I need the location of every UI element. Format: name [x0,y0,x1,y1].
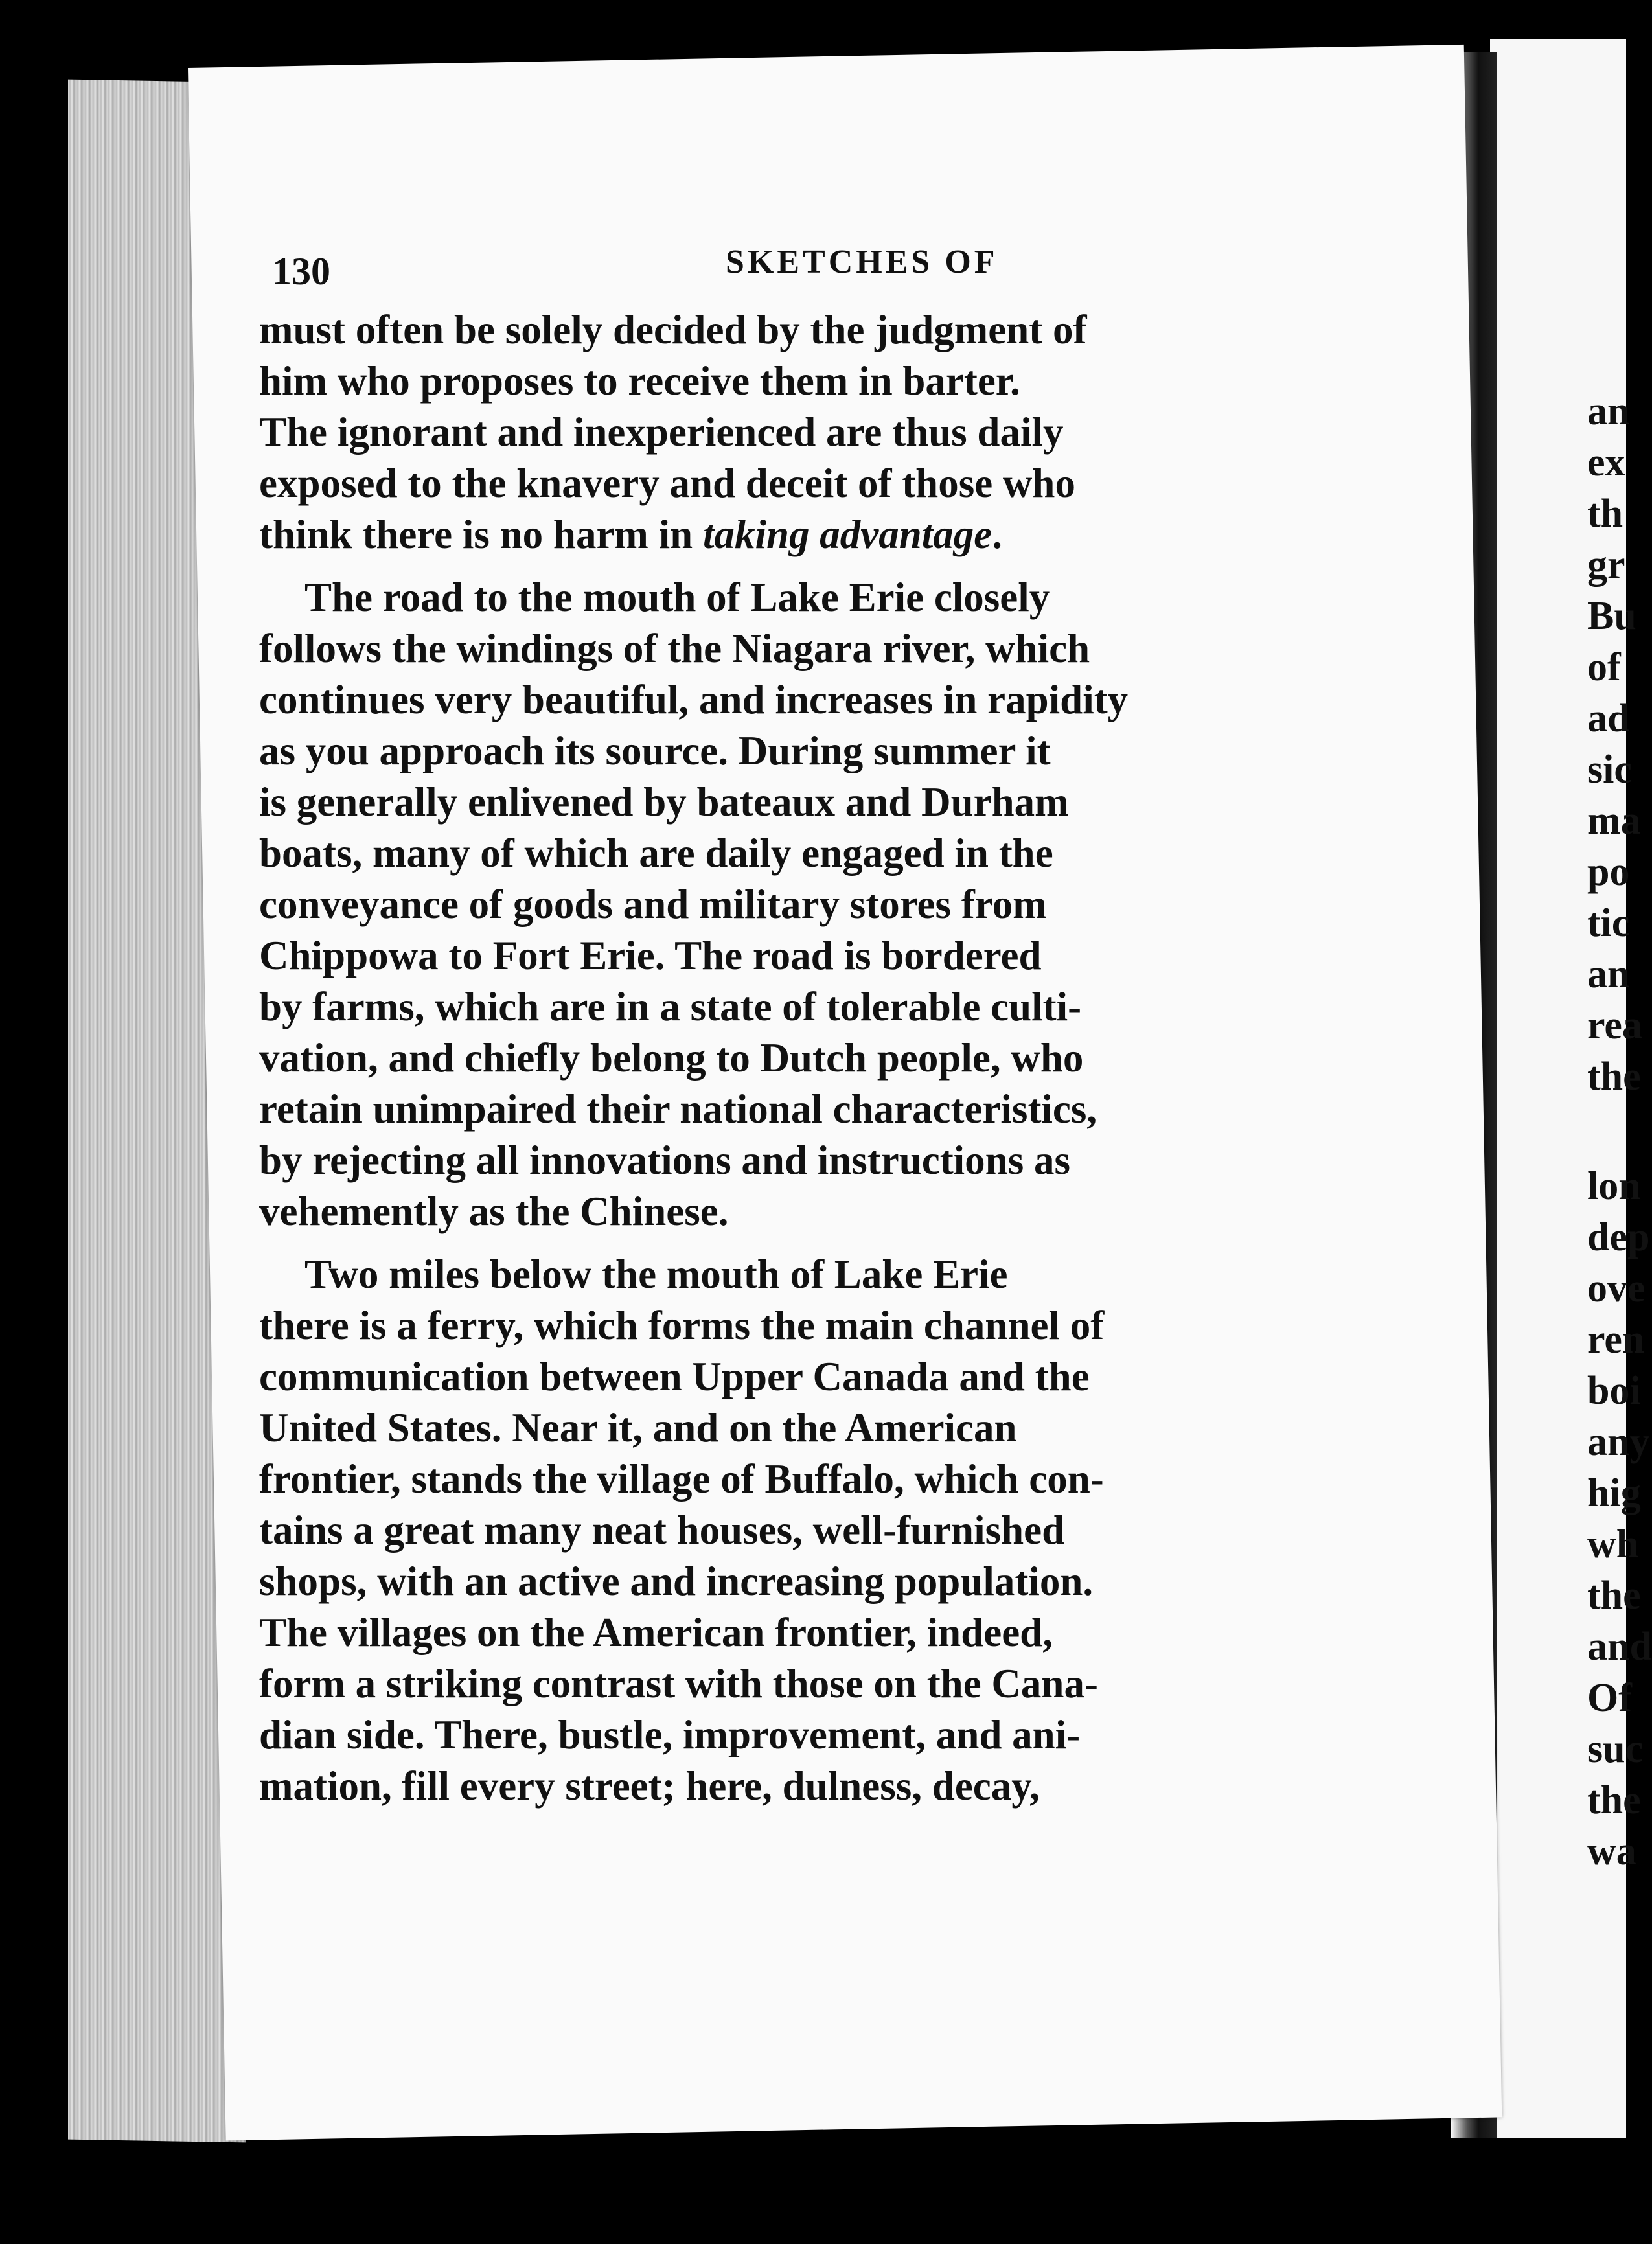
text-line: by rejecting all innovations and instructions as [259,1138,1071,1183]
running-title: SKETCHES OF [726,244,998,280]
text-line: Chippowa to Fort Erie. The road is bordered [259,933,1042,978]
facing-page-fragment: tic [1587,901,1630,945]
body-text [259,304,1166,1812]
text-line: form a striking contrast with those on the Cana- [259,1661,1098,1706]
text-line: retain unimpaired their national characteristics, [259,1086,1097,1132]
paragraph-1 [259,304,1166,560]
facing-page-fragment: the [1587,1055,1641,1099]
facing-page-fragment: dep [1587,1215,1650,1259]
facing-page-fragment: ma [1587,799,1641,843]
text-line: exposed to the knavery and deceit of those who [259,461,1075,506]
text-line: vehemently as the Chinese. [259,1189,729,1234]
text-line: there is a ferry, which forms the main channel of [259,1303,1105,1348]
text-line: communication between Upper Canada and the [259,1354,1090,1399]
facing-page-fragment: wa [1587,1829,1636,1873]
page-number: 130 [272,250,330,293]
text-line: conveyance of goods and military stores from [259,882,1047,927]
text-line: Two miles below the mouth of Lake Erie [304,1252,1008,1297]
facing-page-fragment: any [1587,1420,1650,1464]
facing-page-fragment: of [1587,645,1621,689]
text-line: mation, fill every street; here, dulness, decay, [259,1763,1040,1809]
facing-page-fragment: gr [1587,543,1625,587]
text-line: by farms, which are in a state of tolerable culti- [259,984,1082,1029]
paragraph-2 [259,572,1166,1237]
facing-page-fragment: boi [1587,1369,1641,1413]
text-line: frontier, stands the village of Buffalo, which con- [259,1456,1104,1502]
facing-page-fragment: and [1587,1625,1652,1669]
facing-page-fragment: Of [1587,1676,1632,1720]
text-line: must often be solely decided by the judgment of [259,307,1087,352]
facing-page-fragment: ove [1587,1266,1646,1311]
text-line [259,509,1166,560]
text-fragment: . [992,512,1002,557]
facing-page-fragment: an [1587,952,1630,996]
text-line: vation, and chiefly belong to Dutch people, who [259,1035,1084,1081]
text-line: dian side. There, bustle, improvement, and ani- [259,1712,1081,1757]
text-line: is generally enlivened by bateaux and Durham [259,779,1069,825]
paragraph-3 [259,1249,1166,1812]
facing-page-fragment: th [1587,492,1623,536]
facing-page-fragment: an [1587,389,1630,433]
text-line: boats, many of which are daily engaged in the [259,830,1053,876]
emphasis-text: taking advantage [702,512,992,557]
facing-page-fragment: lon [1587,1164,1641,1208]
text-line: as you approach its source. During summer it [259,728,1051,773]
text-fragment: think there is no harm in [259,512,703,557]
facing-page-fragment: ren [1587,1318,1645,1362]
running-head [272,243,1140,301]
facing-page [1490,39,1652,2138]
facing-page-fragment: rea [1587,1003,1642,1048]
facing-page-fragment: Bu [1587,594,1636,638]
facing-page-fragment: the [1587,1778,1641,1822]
text-line: continues very beautiful, and increases in rapidity [259,677,1129,722]
text-line: him who proposes to receive them in barter. [259,358,1020,404]
text-line: The villages on the American frontier, indeed, [259,1610,1053,1655]
facing-page-fragment: sic [1587,748,1632,792]
facing-page-fragment: hig [1587,1471,1641,1515]
text-line: follows the windings of the Niagara river, which [259,626,1090,671]
facing-page-fragment: po [1587,850,1630,894]
text-line: tains a great many neat houses, well-furnished [259,1507,1065,1553]
text-line: shops, with an active and increasing population. [259,1559,1094,1604]
text-line: The road to the mouth of Lake Erie closely [304,575,1050,620]
text-line: United States. Near it, and on the American [259,1405,1017,1450]
facing-page-fragment: ad [1587,696,1630,740]
facing-page-fragment: the [1587,1574,1641,1618]
facing-page-fragment: wh [1587,1522,1639,1566]
facing-page-fragment: suc [1587,1727,1644,1771]
text-line: The ignorant and inexperienced are thus daily [259,409,1064,455]
facing-page-fragment: ex [1587,441,1625,485]
